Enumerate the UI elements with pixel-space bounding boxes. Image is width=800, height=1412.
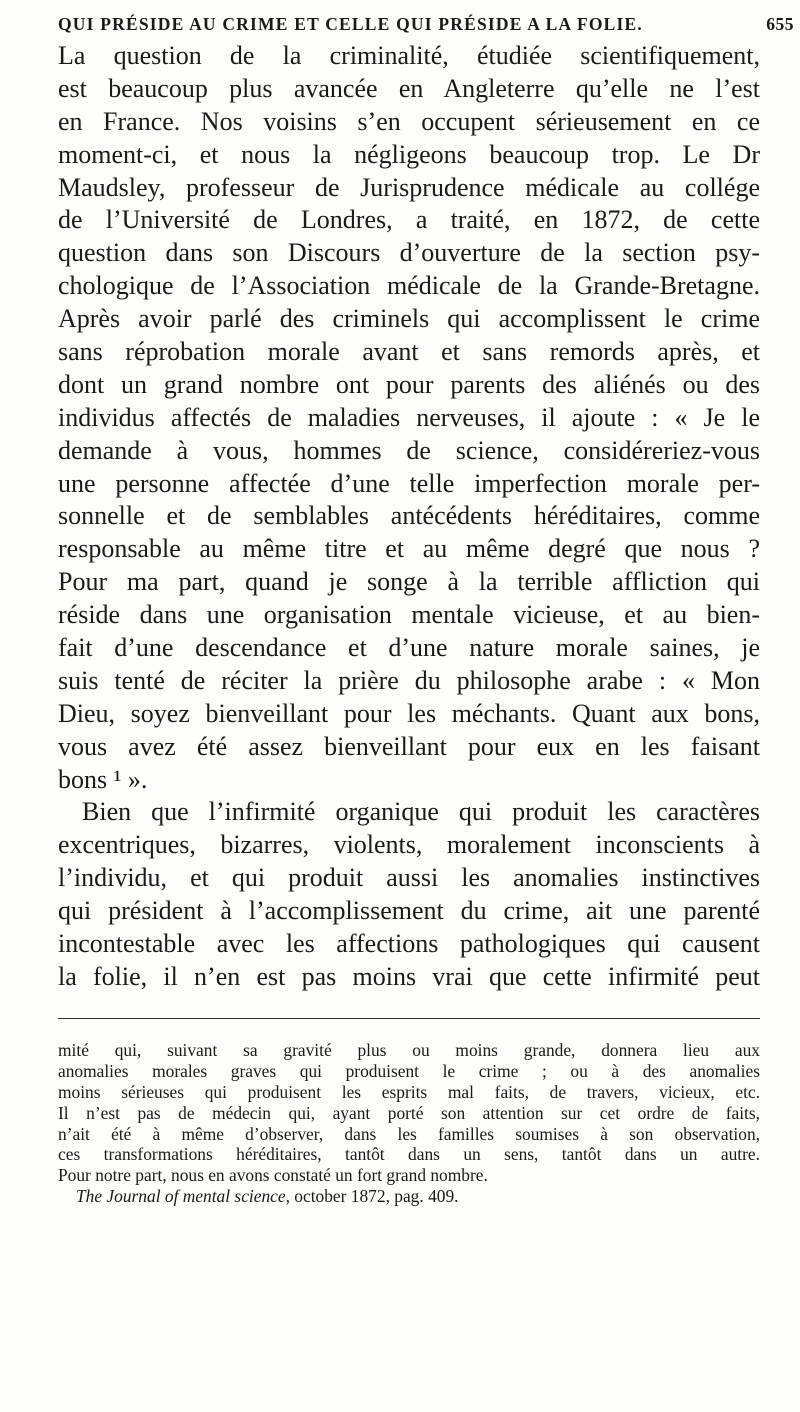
footnote-line: moins sérieuses qui produisent les esprits mal faits, de travers, vicieux, etc. xyxy=(58,1081,760,1102)
footnote-line: mité qui, suivant sa gravité plus ou moins grande, donnera lieu aux xyxy=(58,1040,760,1060)
text-line: excentriques, bizarres, violents, moralement inconscients à xyxy=(58,830,760,860)
page-number: 655 xyxy=(766,14,794,34)
running-title: QUI PRÉSIDE AU CRIME ET CELLE QUI PRÉSIDE A LA FOLIE. xyxy=(58,14,644,34)
text-line: est beaucoup plus avancée en Angleterre qu’elle ne l’est xyxy=(58,73,760,103)
text-line: sonnelle et de semblables antécédents héréditaires, comme xyxy=(58,501,760,531)
text-line: responsable au même titre et au même degré que nous ? xyxy=(58,534,760,564)
text-line: question dans son Discours d’ouverture de la section psy- xyxy=(58,238,760,268)
text-line: de l’Université de Londres, a traité, en 1872, de cette xyxy=(58,205,760,235)
text-line: qui président à l’accomplissement du crime, ait une parenté xyxy=(58,896,760,926)
running-header xyxy=(58,14,800,40)
text-line: en France. Nos voisins s’en occupent sérieusement en ce xyxy=(58,106,760,136)
text-line: Pour ma part, quand je songe à la terrible affliction qui xyxy=(58,567,760,597)
footnote-line: n’ait été à même d’observer, dans les familles soumises à son observation, xyxy=(58,1123,760,1144)
text-line: vous avez été assez bienveillant pour eux en les faisant xyxy=(58,731,760,761)
text-line: suis tenté de réciter la prière du philosophe arabe : « Mon xyxy=(58,665,760,695)
text-line: moment-ci, et nous la négligeons beaucoup trop. Le Dr xyxy=(58,139,760,169)
text-line: chologique de l’Association médicale de la Grande-Bretagne. xyxy=(58,271,760,301)
text-line: Après avoir parlé des criminels qui accomplissent le crime xyxy=(58,304,760,334)
footnote-citation xyxy=(58,1186,760,1207)
text-line: Bien que l’infirmité organique qui produit les caractères xyxy=(82,797,760,827)
text-line: Dieu, soyez bienveillant pour les méchants. Quant aux bons, xyxy=(58,698,760,728)
text-line: l’individu, et qui produit aussi les anomalies instinctives xyxy=(58,863,760,893)
text-line: incontestable avec les affections pathologiques qui causent xyxy=(58,929,760,959)
footnote-line: Pour notre part, nous en avons constaté un fort grand nombre. xyxy=(58,1165,488,1186)
text-line: individus affectés de maladies nerveuses, il ajoute : « Je le xyxy=(58,402,760,432)
text-line: réside dans une organisation mentale vicieuse, et au bien- xyxy=(58,600,760,630)
text-line: La question de la criminalité, étudiée scientifiquement, xyxy=(58,41,760,70)
citation-journal: The Journal of mental science, xyxy=(76,1186,290,1207)
text-line: Maudsley, professeur de Jurisprudence médicale au collége xyxy=(58,172,760,202)
footnote-line: anomalies morales graves qui produisent le crime ; ou à des anomalies xyxy=(58,1060,760,1081)
text-line: fait d’une descendance et d’une nature morale saines, je xyxy=(58,633,760,663)
text-line: bons ¹ ». xyxy=(58,764,148,794)
footnote-line: ces transformations héréditaires, tantôt dans un sens, tantôt dans un autre. xyxy=(58,1144,760,1165)
main-text xyxy=(58,40,760,994)
footnote-separator xyxy=(58,1018,760,1019)
text-line: une personne affectée d’une telle imperfection morale per- xyxy=(58,468,760,498)
text-line: la folie, il n’en est pas moins vrai que cette infirmité peut xyxy=(58,961,760,991)
text-line: dont un grand nombre ont pour parents des aliénés ou des xyxy=(58,369,760,399)
footnote xyxy=(58,1040,760,1207)
text-line: demande à vous, hommes de science, considéreriez-vous xyxy=(58,435,760,465)
text-line: sans réprobation morale avant et sans remords après, et xyxy=(58,337,760,367)
citation-details: october 1872, pag. 409. xyxy=(289,1186,459,1207)
footnote-line: Il n’est pas de médecin qui, ayant porté son attention sur cet ordre de faits, xyxy=(58,1102,760,1123)
